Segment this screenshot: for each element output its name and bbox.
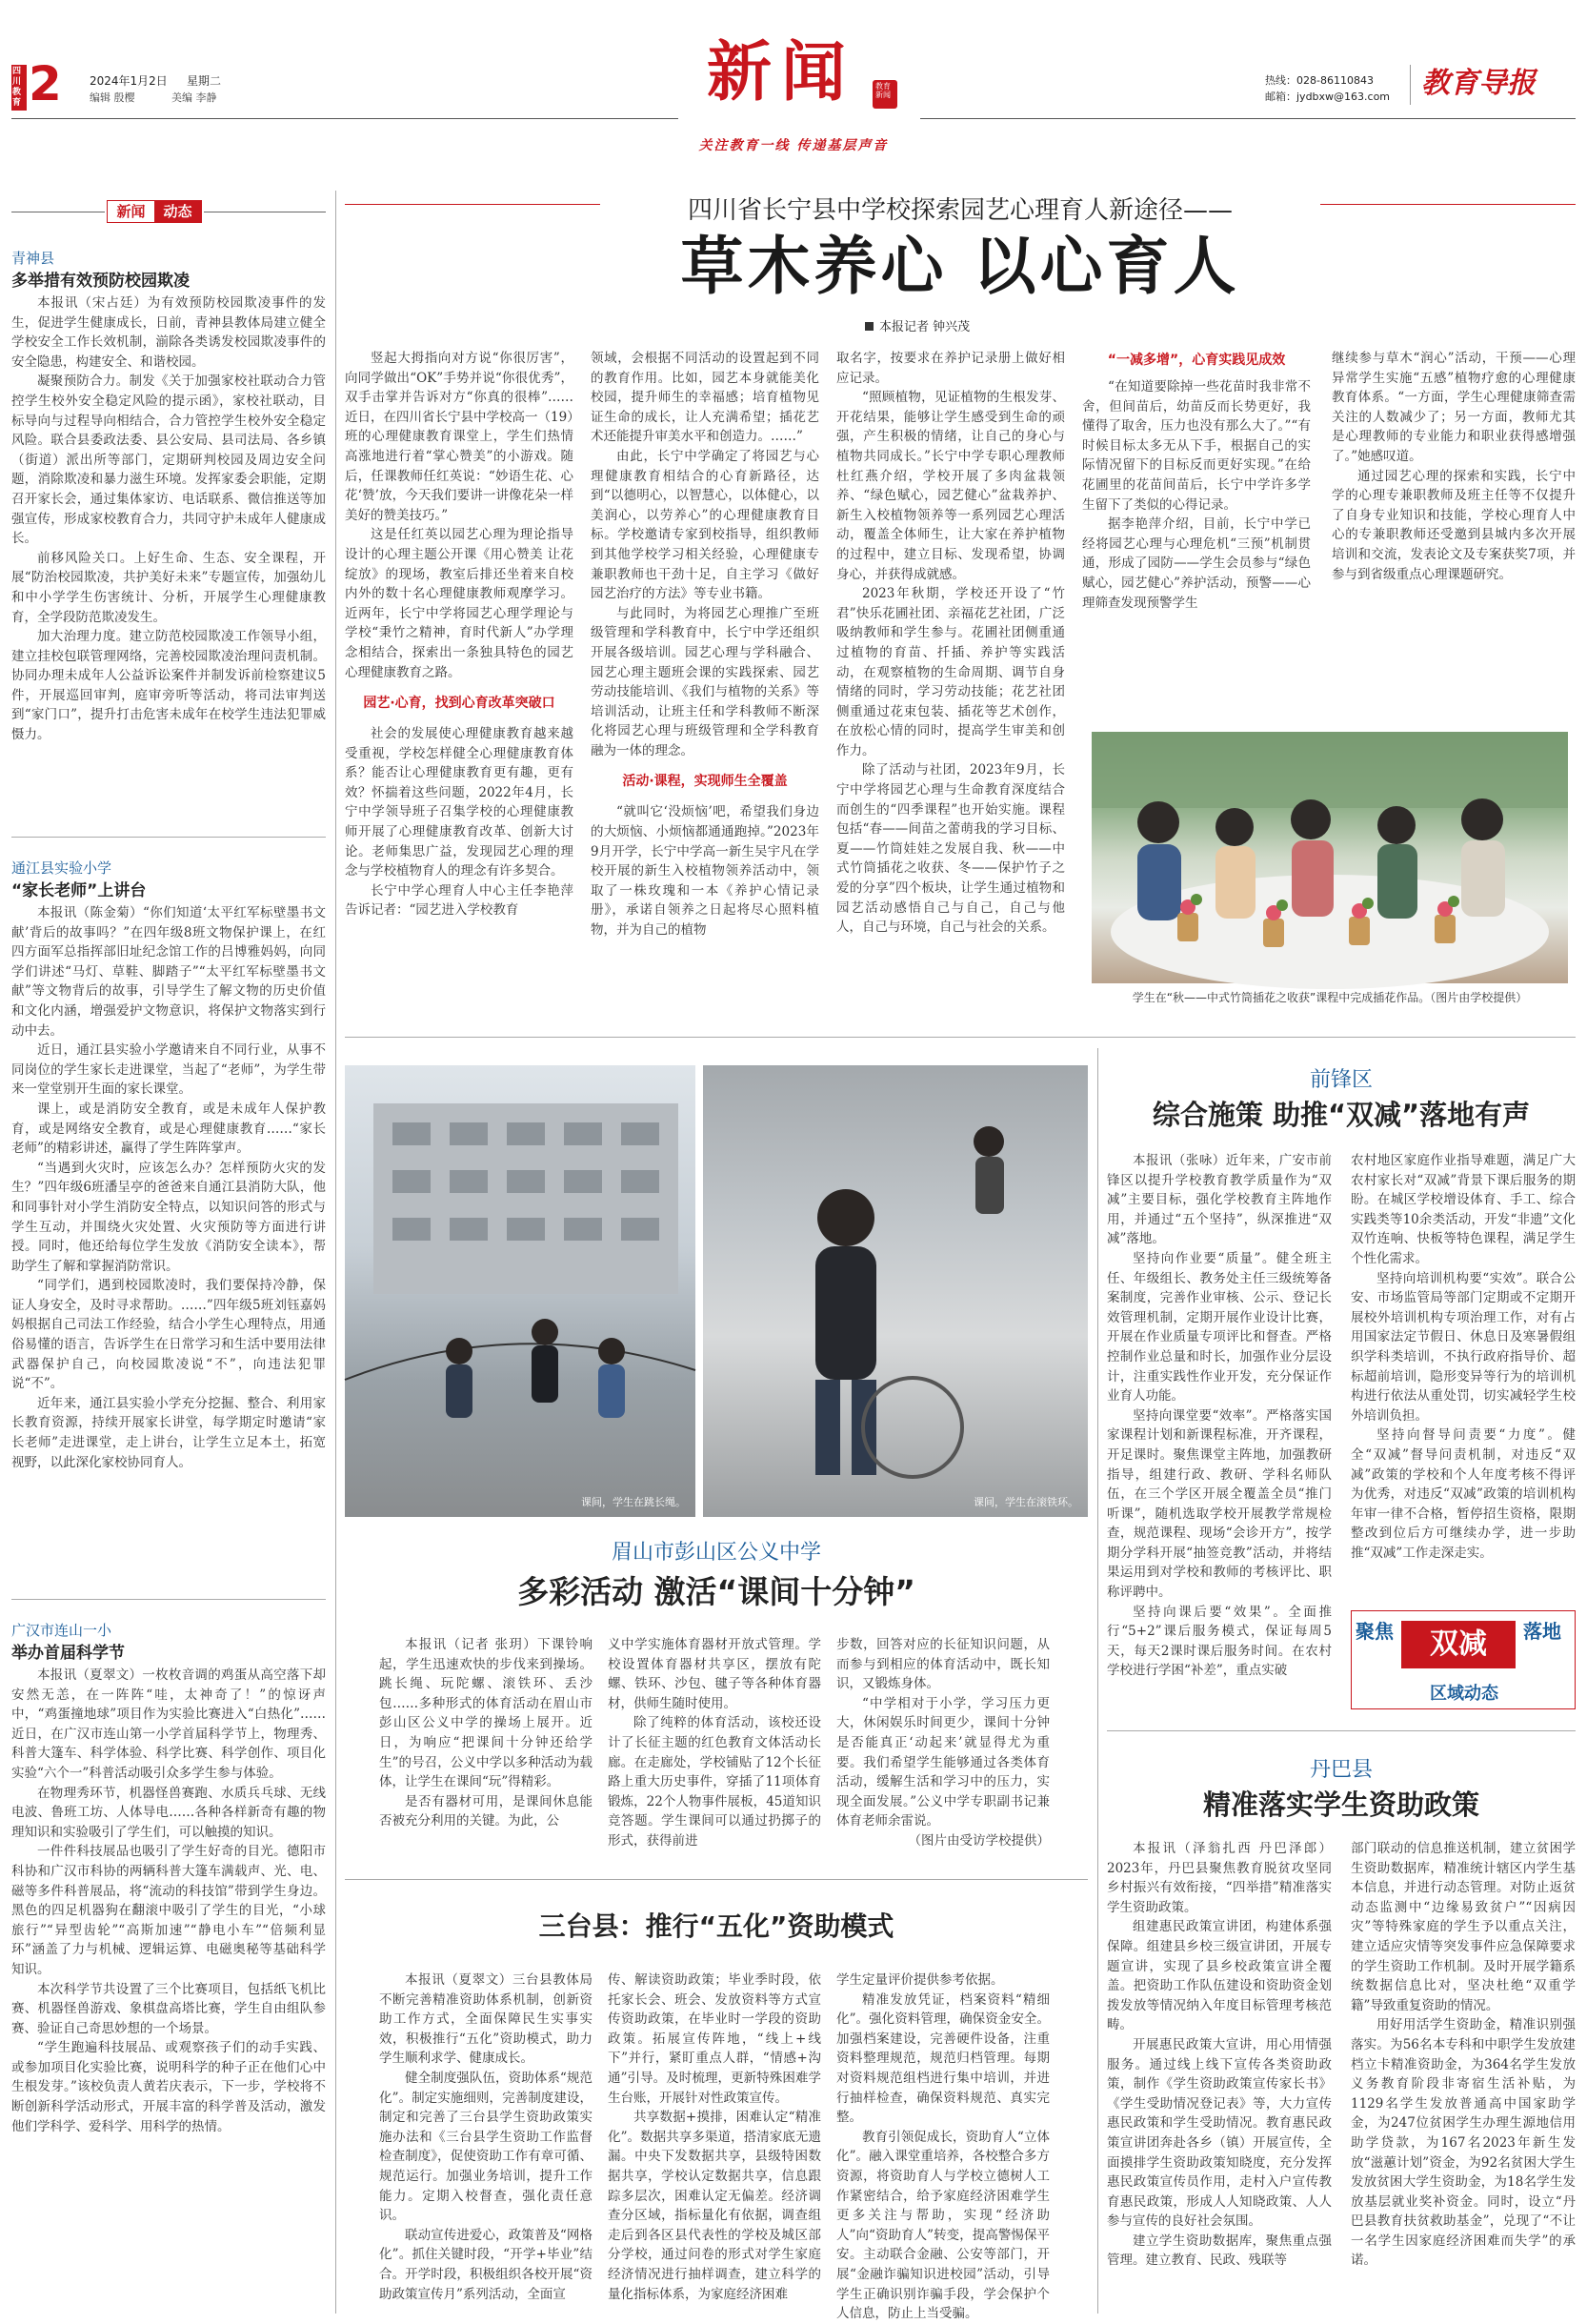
- tag-right: 动态: [154, 201, 201, 222]
- lead-subheading: 园艺·心育，找到心育改革突破口: [363, 696, 555, 712]
- qianfeng-title: 综合施策 助推“双减”落地有声: [1152, 1099, 1531, 1131]
- photo-1-graphic: [345, 1065, 695, 1517]
- kicker-rule: [1320, 204, 1576, 205]
- header-slogan: 关注教育一线 传递基层声音: [698, 138, 889, 153]
- banner-subtitle: 区域动态: [1430, 1684, 1498, 1704]
- article-paragraph: 课上，或是消防安全教育，或是未成年人保护教育，或是网络安全教育，或是心理健康教育……“家长老师”的精彩讲述，赢得了学生阵阵掌声。: [11, 1101, 326, 1157]
- header-rule: [11, 118, 678, 119]
- article-paragraph: 农村地区家庭作业指导难题，满足广大农村家长对“双减”背景下课后服务的期盼。在城区学校增设体育、手工、综合实践类等10余类活动，开发“非遗”文化双竹连响、快板等特色课程，满足学生个性化需求。: [1351, 1153, 1576, 1266]
- santai-article: [345, 1894, 1088, 2322]
- article-paragraph: 健全制度强队伍，资助体系“规范化”。制定实施细则，完善制度建设，制定和完善了三台县学生资助政策实施办法和《三台县学生资助工作监督检查制度》，促使资助工作有章可循、规范运行。加强业务培训，提升工作能力。定期入校督查，强化责任意识。: [379, 2070, 593, 2224]
- article-paragraph: 传、解读资助政策；毕业季时段，依托家长会、班会、发放资料等方式宣传资助政策，在毕业时一学段的资助政策。拓展宣传阵地，“线上+线下”并行，紧盯重点人群，“情感+沟通”引导。及时梳理，更新特殊困难学生台账，开展针对性政策宣传。: [608, 1972, 821, 2106]
- danba-article: [1107, 1742, 1576, 2314]
- photo-2-graphic: [703, 1065, 1088, 1517]
- lead-column-2: [591, 349, 819, 1016]
- artist-name: 美编 李静: [171, 91, 217, 104]
- qianfeng-column-2: [1351, 1151, 1576, 1589]
- section-divider: [345, 1879, 1088, 1880]
- article-paragraph: 近日，通江县实验小学邀请来自不同行业，从事不同岗位的学生家长走进课堂，当起了“老师”，为学生带来一堂堂别开生面的家长课堂。: [11, 1042, 326, 1098]
- page-number: 2: [29, 56, 62, 111]
- article-paragraph: 取名字，按要求在养护记录册上做好相应记录。: [836, 351, 1065, 386]
- article-paragraph: 精准发放凭证，档案资料“精细化”。强化资料管理，确保资金安全。加强档案建设，完善硬件设备，注重资料整理规范，规范归档管理。每期对资料规范组档进行集中培训，并进行抽样检查，确保资料规范、真实完整。: [836, 1991, 1050, 2126]
- danba-place: 丹巴县: [1309, 1758, 1373, 1782]
- article-paragraph: 建立学生资助数据库，聚焦重点强管理。建立教育、民政、残联等: [1107, 2233, 1332, 2269]
- article-paragraph: 除了活动与社团，2023年9月，长宁中学将园艺心理与生命教育深度结合而创生的“四季课程”也开始实施。课程包括“春——间苗之蕾萌我的学习目标、夏——竹筒娃娃之发展自我、秋——中式竹筒插花之收获、冬——保护竹子之爱的分享”四个板块，让学生通过植物和园艺活动感悟自己与自己，自己与他人，自己与环境，自己与社会的关系。: [836, 762, 1065, 936]
- article-paragraph: “在知道要除掉一些花苗时我非常不舍，但间苗后，幼苗反而长势更好，我懂得了取舍，压力也没有那么大了。”“有时候目标太多无从下手，根据自己的实际情况留下的目标反而更好实现。”在给花圃里的花苗间苗后，长宁中学许多学生留下了类似的心得记录。: [1082, 379, 1311, 513]
- pengshan-place: 眉山市彭山区公义中学: [611, 1541, 821, 1565]
- lead-column-5: [1332, 349, 1576, 692]
- article-paragraph: 义中学实施体育器材开放式管理。学校设置体育器材共享区，摆放有陀螺、铁环、沙包、毽子等各种体育器材，供师生随时使用。: [608, 1637, 821, 1711]
- article-paragraph: 坚持向培训机构要“实效”。联合公安、市场监管局等部门定期或不定期开展校外培训机构专项治理工作，对有占用国家法定节假日、休息日及寒暑假组织学科类培训，不执行政府指导价、超标超前培训，隐形变异等行为的培训机构进行依法从重处罚，切实减轻学生校外培训负担。: [1351, 1270, 1576, 1424]
- article-paragraph: 加大治理力度。建立防范校园欺凌工作领导小组，建立挂校包联管理网络，完善校园欺凌治理问责机制。协同办理未成年人公益诉讼案件并制发诉前检察建议5件，开展巡回审判，庭审旁听等活动，将司法审判送到“家门口”，提升打击危害未成年在校学生违法犯罪威慑力。: [11, 629, 326, 743]
- article-paragraph: 本报讯（夏翠文）三台县教体局不断完善精准资助体系机制，创新资助工作方式，全面保障民生实事实效，积极推行“五化”资助模式，助力学生顺利求学、健康成长。: [379, 1972, 593, 2067]
- banner-text-b: 双减: [1401, 1621, 1516, 1668]
- byline-text: 本报记者 钟兴茂: [879, 320, 971, 334]
- santai-column-1: [379, 1970, 593, 2314]
- pengshan-column-2: [608, 1635, 821, 1892]
- hotline: 热线：028-86110843: [1265, 74, 1374, 87]
- article-paragraph: 开展惠民政策大宣讲，用心用情强服务。通过线上线下宣传各类资助政策，制作《学生资助政策宣传家长书》《学生受助情况登记表》等，大力宣传惠民政策和学生受助情况。教育惠民政策宣讲团奔赴各乡（镇）开展宣传，全面摸排学生资助政策知晓度，充分发挥惠民政策宣传员作用，走村入户宣传教育惠民政策，形成人人知晓政策、人人参与宣传的良好社会氛围。: [1107, 2036, 1332, 2230]
- kicker-rule: [345, 204, 600, 205]
- danba-title: 精准落实学生资助政策: [1202, 1788, 1479, 1821]
- article-place: 广汉市连山一小: [11, 1622, 112, 1639]
- tag-left: 新闻: [116, 203, 146, 220]
- photo-1-caption: 课间，学生在跳长绳。: [581, 1496, 686, 1508]
- seal-text: 教育新闻: [875, 82, 891, 99]
- header-rule-right: [920, 118, 1576, 119]
- danba-column-2: [1351, 1839, 1576, 2314]
- lead-byline: [865, 316, 1055, 334]
- article-paragraph: 联动宣传进爱心，政策普及“网格化”。抓住关键时段，“开学+毕业”结合。开学时段，积极组织各校开展“资助政策宣传月”系列活动，全面宣: [379, 2227, 593, 2302]
- article-paragraph: 本报讯（夏翠文）一枚枚音调的鸡蛋从高空落下却安然无恙，在一阵阵“哇，太神奇了！”的惊讶声中，“鸡蛋撞地球”项目作为实验比赛进入“白热化”……近日，在广汉市连山第一小学首届科学节上，物理秀、科普大篷车、科学体验、科学比赛、科学创作、项目化实验“六个一”科普活动吸引众多学生参与体验。: [11, 1667, 326, 1781]
- article-paragraph: 组建惠民政策宣讲团，构建体系强保障。组建县乡校三级宣讲团，开展专题宣讲，实现了县乡校政策宣讲全覆盖。把资助工作队伍建设和资助资金划拨发放等情况纳入年度目标管理考核范畴。: [1107, 1919, 1332, 2033]
- article-paragraph: 本报讯（记者 张玥）下课铃响起，学生迅速欢快的步伐来到操场。跳长绳、玩陀螺、滚铁环、丢沙包……多种形式的体育活动在眉山市彭山区公义中学的操场上展开。近日，为响应“把课间十分钟还给学生”的号召，公义中学以多种活动为载体，让学生在课间“玩”得精彩。: [379, 1637, 593, 1790]
- danba-column-1: [1107, 1839, 1332, 2314]
- article-paragraph: 部门联动的信息推送机制，建立贫困学生资助数据库，精准统计辖区内学生基本信息，并进行动态管理。对防止返贫动态监测中“边缘易致贫户”“因病因灾”等特殊家庭的学生予以重点关注，建立适应灾情等突发事件应急保障要求的学生资助工作机制。及时开展学籍系统数据信息比对，坚决杜绝“双重学籍”导致重复资助的情况。: [1351, 1841, 1576, 2013]
- email: 邮箱：jydbxw@163.com: [1265, 91, 1391, 103]
- article-title: “家长老师”上讲台: [11, 881, 147, 900]
- pengshan-article: [345, 1052, 1088, 1900]
- article-place: 青神县: [11, 250, 55, 267]
- article-paragraph: 坚持向课堂要“效率”。严格落实国家课程计划和新课程标准，开齐课程，开足课时。聚焦课堂主阵地，加强教研指导，组建行政、教研、学科名师队伍，在三个学区开展全覆盖全员“推门听课”，随机选取学校开展教学常规检查，规范课程、现场“会诊开方”，按学期分学科开展“抽签竞教”活动，并将结果运用到对学校和教师的考核评比、职称评聘中。: [1107, 1407, 1332, 1601]
- lead-kicker: 四川省长宁县中学校探索园艺心理育人新途径——: [687, 196, 1233, 225]
- photo-credit: （图片由受访学校提供）: [908, 1832, 1050, 1849]
- pengshan-column-3: [836, 1635, 1050, 1892]
- article-paragraph: “当遇到火灾时，应该怎么办？怎样预防火灾的发生？”四年级6班潘呈亭的爸爸来自通江县消防大队，他和同事针对小学生消防安全特点，以知识问答的形式与学生互动，并围绕火灾处置、火灾预防等方面进行讲授。同时，他还给每位学生发放《消防安全读本》，帮助学生了解和掌握消防常识。: [11, 1160, 326, 1274]
- article-paragraph: 继续参与草木“润心”活动，干预——心理异常学生实施“五感”植物疗愈的心理健康教育体系。“一方面，学生心理健康筛查需关注的人数减少了；另一方面，教师尤其是心理教师的专业能力和职业获得感增强了。”她感叹道。: [1332, 351, 1576, 464]
- lead-subheading: “一减多增”，心育实践见成效: [1107, 353, 1286, 368]
- byline-marker-icon: [865, 322, 874, 331]
- qianfeng-place: 前锋区: [1309, 1068, 1373, 1092]
- article-place: 通江县实验小学: [11, 859, 112, 877]
- lead-article: [345, 181, 1576, 1020]
- sidebar-divider: [11, 1599, 326, 1600]
- article-paragraph: 领域，会根据不同活动的设置起到不同的教育作用。比如，园艺本身就能美化校园，提升师生的幸福感；培育植物见证生命的成长，让人充满希望；插花艺术还能提升审美水平和创造力。……”: [591, 351, 819, 445]
- section-seal: [873, 80, 897, 109]
- article-paragraph: 坚持向督导问责要“力度”。健全“双减”督导问责机制，对违反“双减”政策的学校和个人年度考核不得评为优秀，对违反“双减”政策的培训机构年审一律不合格，暂停招生资格，限期整改到位后方可继续办学，进一步助推“双减”工作走深走实。: [1351, 1427, 1576, 1561]
- santai-column-2: [608, 1970, 821, 2314]
- article-paragraph: 竖起大拇指向对方说“你很厉害”，向同学做出“OK”手势并说“你很优秀”，双手击掌并告诉对方“你真的很棒”……近日，在四川省长宁县中学校高一（19）班的心理健康教育课堂上，学生们热情高涨地进行着“掌心赞美”的小游戏。随后，任课教师任红英说：“妙语生花、心花‘赞’放，今天我们要讲一讲像花朵一样美好的赞美技巧。”: [345, 351, 573, 523]
- lead-column-1: [345, 349, 573, 1016]
- article-paragraph: 本次科学节共设置了三个比赛项目，包括纸飞机比赛、机器怪兽游戏、象棋盘高塔比赛，学生自由组队参赛、验证自己奇思妙想的一个场景。: [11, 1981, 326, 2036]
- article-paragraph: “就叫它‘没烦恼’吧，希望我们身边的大烦恼、小烦恼都通通跑掉。”2023年9月开学，长宁中学高一新生吴宇凡在学校开展的新生入校植物领养活动中，领取了一株玫瑰和一本《养护心情记录册》，承诺自领养之日起将尽心照料植物，并为自己的植物: [591, 804, 819, 939]
- banner-text-c: 落地: [1523, 1620, 1561, 1643]
- article-paragraph: 本报讯（宋占廷）为有效预防校园欺凌事件的发生，促进学生健康成长，日前，青神县教体局建立健全学校安全工作长效机制，湔除各类诱发校园欺凌事件的安全隐患，构建安全、和谐校园。: [11, 295, 326, 370]
- article-paragraph: “照顾植物，见证植物的生根发芽、开花结果，能够让学生感受到生命的顽强，产生积极的情绪，让自己的身心与植物共同成长。”长宁中学专职心理教师杜红燕介绍，学校开展了多肉盆栽领养、“绿色赋心，园艺健心”盆栽养护、新生入校植物领养等一系列园艺心理活动，覆盖全体师生，让大家在养护植物的过程中，建立目标、发现希望，协调身心，并获得成就感。: [836, 390, 1065, 582]
- article-paragraph: 由此，长宁中学确定了将园艺与心理健康教育相结合的心育新路径，达到“以德明心，以智慧心，以体健心，以美润心，以劳养心”的心理健康教育目标。学校邀请专家到校指导，组织教师到其他学校学习相关经验，心理健康专兼职教师也干劲十足，自主学习《做好园艺治疗的方法》等专业书籍。: [591, 448, 819, 602]
- article-paragraph: 通过园艺心理的探索和实践，长宁中学的心理专兼职教师及班主任等不仅提升了自身专业知识和技能，学校心理育人中心的专兼职教师还受邀到县城内多次开展培训和交流，发表论文及专案获奖7项，并参与到省级重点心理课题研究。: [1332, 468, 1576, 582]
- article-paragraph: 2023年秋期，学校还开设了“竹君”快乐花圃社团、亲福花艺社团，广泛吸纳教师和学生参与。花圃社团侧重通过植物的育苗、扦插、养护等实践活动，在观察植物的生命周期、调节自身情绪的同时，学习劳动技能；花艺社团侧重通过花束包装、插花等艺术创作，在放松心情的同时，提高学生审美和创作力。: [836, 586, 1065, 758]
- section-title: 新闻: [706, 34, 855, 111]
- sidebar-article-3: [11, 1620, 326, 2136]
- lead-subheading: 活动·课程，实现师生全覆盖: [622, 774, 788, 790]
- article-paragraph: 社会的发展使心理健康教育越来越受重视，学校怎样健全心理健康教育体系？能否让心理健康教育更有趣，更有效？怀揣着这些问题，2022年4月，长宁中学领导班子召集学校的心理健康教师开展了心理健康教育改革、创新大讨论。老师集思广益，发现园艺心理的理念与学校植物育人的理念有许多契合。: [345, 726, 573, 879]
- article-paragraph: 共享数据+摸排，困难认定“精准化”。数据共享多渠道，搭清家底无遗漏。中央下发数据共享，县级特困数据共享，学校认定数据共享，信息跟踪多层次，困难认定无偏差。经济调查分区域，指标量化有依据，调查组走后到各区县代表性的学校及城区部分学校，通过问卷的形式对学生家庭经济情况进行抽样调查，建立科学的量化指标体系，为家庭经济困难: [608, 2110, 821, 2302]
- sidebar-tag: [107, 200, 202, 223]
- article-paragraph: 教育引领促成长，资助育人“立体化”。融入课堂重培养，各校整合多方资源，将资助育人与学校立德树人工作紧密结合，给予家庭经济困难学生更多关注与帮助，实现“经济助人”向“资助育人”转变，提高警惕保平安。主动联合金融、公安等部门，开展“金融诈骗知识进校园”活动，引导学生正确识别诈骗手段，学会保护个人信息，防止上当受骗。: [836, 2129, 1050, 2322]
- article-paragraph: “同学们，遇到校园欺凌时，我们要保持冷静，保证人身安全，及时寻求帮助。……”四年级5班刘钰嘉妈妈根据自己司法工作经验，结合小学生心理特点，用通俗易懂的语言，告诉学生在日常学习和生活中要用法律武器保护自己，向校园欺凌说“不”，向违法犯罪说“不”。: [11, 1278, 326, 1392]
- article-paragraph: 是否有器材可用，是课间休息能否被充分利用的关键。为此，公: [379, 1793, 593, 1829]
- article-paragraph: 凝聚预防合力。制发《关于加强家校社联动合力管控学生校外安全稳定风险的提示函》，家校社联动，目标导向与过程导向相结合，合力管控学生校外安全稳定风险。联合县委政法委、县公安局、县司法局、各乡镇（街道）派出所等部门，定期研判校园及周边安全问题，消除欺凌和暴力滋生环境。发挥家委会职能，定期召开家长会，通过集体家访、电话联系、微信推送等加强宣传，形成家校教育合力，共同守护未成年人健康成长。: [11, 374, 326, 547]
- sidebar: [11, 191, 326, 2314]
- lead-photo-caption: 学生在“秋——中式竹筒插花之收获”课程中完成插花作品。（图片由学校提供）: [1132, 991, 1528, 1004]
- pengshan-column-1: [379, 1635, 593, 1892]
- paper-name: 教育导报: [1421, 67, 1536, 100]
- article-paragraph: 前移风险关口。上好生命、生态、安全课程，开展“防治校园欺凌，共护美好未来”专题宣传，加强幼儿和中小学学生伤害统计、分析，开展学生心理健康教育，全学段防范欺凌发生。: [11, 550, 326, 625]
- article-title: 举办首届科学节: [11, 1644, 125, 1663]
- article-paragraph: 长宁中学心理育人中心主任李艳萍告诉记者：“园艺进入学校教育: [345, 882, 573, 919]
- editor-name: 编辑 殷樱: [90, 91, 135, 104]
- article-paragraph: 坚持向作业要“质量”。健全班主任、年级组长、教务处主任三级统筹备案制度，完善作业审核、公示、登记长效管理机制，定期开展作业设计比赛，开展在作业质量专项评比和督查。严格控制作业总量和时长，加强作业分层设计，注重实践性作业开发，充分保证作业育人功能。: [1107, 1250, 1332, 1405]
- article-paragraph: 与此同时，为将园艺心理推广至班级管理和学科教育中，长宁中学还组织开展各级培训。园艺心理与学科融合、园艺心理主题班会课的实践探索、园艺劳动技能培训、《我们与植物的关系》等培训活动，让班主任和学科教师不断深化将园艺心理与班级管理和全学科教育融为一体的理念。: [591, 605, 819, 758]
- vertical-label: 四川教育: [12, 67, 22, 108]
- lead-column-3: [836, 349, 1065, 1016]
- right-column-rule: [1097, 1048, 1098, 2314]
- article-paragraph: 坚持向课后要“效果”。全面推行“5+2”课后服务模式，保证每周5天，每天2课时课后服务时间。在农村学校进行学困“补差”，重点实破: [1107, 1604, 1332, 1679]
- article-paragraph: “学生跑遍科技展品、或观察孩子们的动手实践、或参加项目化实验比赛，说明科学的种子正在他们心中生根发芽。”该校负责人黄若庆表示，下一步，学校将不断创新科学活动形式，开展丰富的科学普及活动，激发他们学科学、爱科学、用科学的热情。: [11, 2040, 326, 2134]
- sidebar-divider: [11, 837, 326, 838]
- lead-photo-graphic: [1092, 732, 1568, 983]
- focus-banner: [1351, 1610, 1576, 1709]
- article-paragraph: 这是任红英以园艺心理为理论指导设计的心理主题公开课《用心赞美 让花绽放》的现场，教室后排还坐着来自校内外的数十名心理健康教师观摩学习。近两年，长宁中学将园艺心理学理论与学校“秉竹之精神，育时代新人”办学理念相结合，探索出一条独具特色的园艺心理健康教育之路。: [345, 527, 573, 680]
- article-paragraph: 本报讯（泽翁扎西 丹巴泽郎）2023年，丹巴县聚焦教育脱贫攻坚同乡村振兴有效衔接，“四举措”精准落实学生资助政策。: [1107, 1841, 1332, 1915]
- article-paragraph: 近年来，通江县实验小学充分挖掘、整合、利用家长教育资源，持续开展家长讲堂，每学期定时邀请“家长老师”走进课堂，走上讲台，让学生立足本土，拓宽视野，以此深化家校协同育人。: [11, 1395, 326, 1470]
- section-divider: [345, 1037, 1576, 1038]
- sidebar-column-rule: [335, 191, 336, 2314]
- page-header: [0, 0, 1587, 164]
- photo-2-caption: 课间，学生在滚铁环。: [974, 1496, 1078, 1508]
- issue-weekday: 星期二: [187, 74, 222, 88]
- article-paragraph: “中学相对于小学，学习压力更大，休闲娱乐时间更少，课间十分钟是否能真正‘动起来’就显得尤为重要。我们希望学生能够通过各类体育活动，缓解生活和学习中的压力，实现全面发展。”公义中学专职副书记兼体育老师余雷说。: [836, 1695, 1050, 1829]
- lead-title: 草木养心 以心育人: [680, 230, 1240, 303]
- header-divider: [1410, 65, 1411, 105]
- article-paragraph: 学生定量评价提供参考依据。: [836, 1972, 1004, 1988]
- pengshan-photo-1: [345, 1065, 695, 1517]
- pengshan-title: 多彩活动 激活“课间十分钟”: [517, 1573, 915, 1610]
- qianfeng-column-1: [1107, 1151, 1332, 1713]
- article-paragraph: 除了纯粹的体育活动，该校还设计了长征主题的红色教育文体活动长廊。在走廊处，学校铺贴了12个长征路上重大历史事件，穿插了11项体育锻炼，22个人物事件展板，45道知识竞答题。学生课间可以通过扔掷子的形式，获得前进: [608, 1715, 821, 1849]
- sidebar-article-1: [11, 248, 326, 745]
- article-paragraph: 用好用活学生资助金，精准识别强落实。为56名本专科和中职学生发放建档立卡精准资助金，为364名学生发放义务教育阶段非寄宿生活补贴，为1129名学生发放普通高中国家助学金，为247位贫困学生办理生源地信用助学贷款，为167名2023年新生发放“滋蕙计划”资金，为92名贫困大学生发放贫困大学生资助金，为18名学生发放基层就业奖补资金。同时，设立“丹巴县教育扶贫救助基金”，兑现了“不让一名学生因家庭经济困难而失学”的承诺。: [1351, 2017, 1576, 2269]
- article-paragraph: 本报讯（张咏）近年来，广安市前锋区以提升学校教育教学质量作为“双减”主要目标，强化学校教育主阵地作用，并通过“五个坚持”，纵深推进“双减”落地。: [1107, 1153, 1332, 1247]
- article-paragraph: 据李艳萍介绍，目前，长宁中学已经将园艺心理与心理危机“三预”机制贯通，形成了园防——学生会员参与“绿色赋心，园艺健心”养护活动，预警——心理筛查发现预警学生: [1082, 516, 1311, 611]
- issue-date: 2024年1月2日: [90, 74, 168, 88]
- article-title: 多举措有效预防校园欺凌: [11, 272, 190, 291]
- section-divider: [1107, 1730, 1576, 1731]
- sidebar-article-2: [11, 858, 326, 1472]
- qianfeng-article: [1107, 1052, 1576, 1719]
- article-paragraph: 步数，回答对应的长征知识问题，从而参与到相应的体育活动中，既长知识，又锻炼身体。: [836, 1637, 1050, 1692]
- santai-title: 三台县：推行“五化”资助模式: [538, 1910, 894, 1942]
- article-paragraph: 一件件科技展品也吸引了学生好奇的目光。德阳市科协和广汉市科协的两辆科普大篷车满载声、光、电、磁等多件科普展品，将“流动的科技馆”带到学生身边。黑色的四足机器狗在翻滚中吸引了学生的目光，“小球旅行”“异型齿轮”“高斯加速”“静电小车”“倍频利显环”涵盖了力与机械、逻辑运算、电磁奥秘等基础科学知识。: [11, 1844, 326, 1977]
- banner-text-a: 聚焦: [1356, 1620, 1394, 1643]
- article-paragraph: 本报讯（陈金菊）“你们知道‘太平红军标壁墨书文献’背后的故事吗？”在四年级8班文物保护课上，在红四方面军总指挥部旧址纪念馆工作的吕博雅妈妈，向同学们讲述“马灯、草鞋、脚踏子”“太平红军标壁墨书文献”等文物背后的故事，引导学生了解文物的历史价值和文化内涵，增强爱护文物意识，将保护文物落实到行动中去。: [11, 905, 326, 1039]
- lead-photo: [1092, 732, 1568, 983]
- pengshan-photo-2: [703, 1065, 1088, 1517]
- santai-column-3: [836, 1970, 1050, 2322]
- article-paragraph: 在物理秀环节，机器怪兽赛跑、水质兵乓球、无线电波、鲁班工坊、人体导电……各种各样新奇有趣的物理知识和实验吸引了学生们，可以触摸的知识。: [11, 1785, 326, 1840]
